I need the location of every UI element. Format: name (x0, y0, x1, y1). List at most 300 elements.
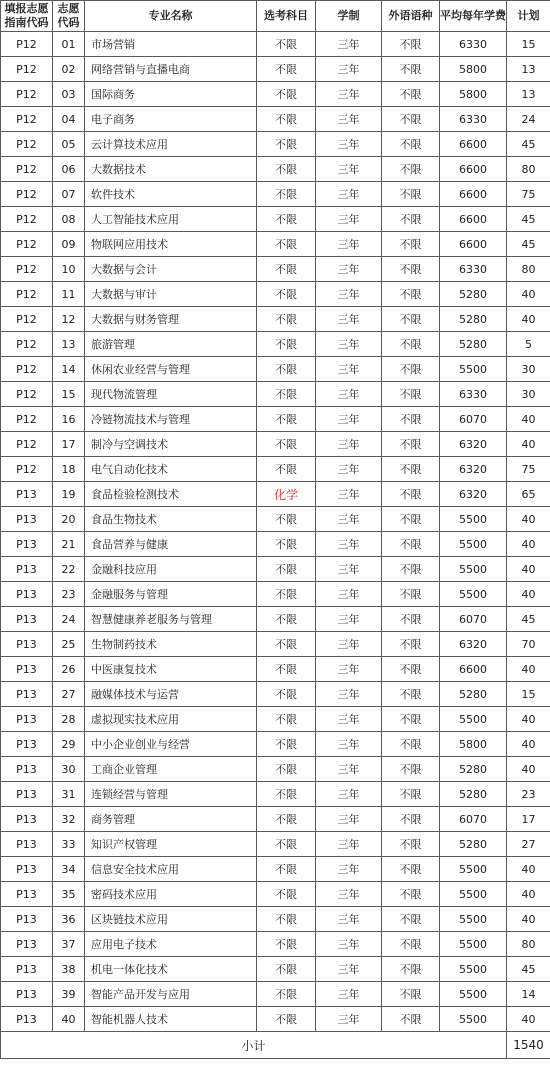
duration-cell: 三年 (316, 407, 382, 432)
language-cell: 不限 (382, 957, 440, 982)
guide-code-cell: P13 (1, 982, 53, 1007)
fee-cell: 5800 (440, 82, 507, 107)
major-name-cell: 市场营销 (85, 32, 257, 57)
duration-cell: 三年 (316, 732, 382, 757)
duration-cell: 三年 (316, 607, 382, 632)
subject-cell: 不限 (257, 257, 316, 282)
fee-cell: 5500 (440, 957, 507, 982)
plan-cell: 13 (507, 82, 550, 107)
duration-cell: 三年 (316, 932, 382, 957)
table-row (1, 857, 550, 882)
fee-cell: 6330 (440, 107, 507, 132)
subject-cell: 不限 (257, 382, 316, 407)
major-name-cell: 机电一体化技术 (85, 957, 257, 982)
plan-cell: 13 (507, 57, 550, 82)
language-cell: 不限 (382, 907, 440, 932)
subject-cell: 不限 (257, 407, 316, 432)
fee-cell: 5800 (440, 57, 507, 82)
plan-cell: 30 (507, 357, 550, 382)
header-plan: 计划 (507, 1, 550, 32)
major-name-cell: 融媒体技术与运营 (85, 682, 257, 707)
language-cell: 不限 (382, 507, 440, 532)
fee-cell: 6600 (440, 132, 507, 157)
guide-code-cell: P12 (1, 357, 53, 382)
subject-cell: 不限 (257, 907, 316, 932)
guide-code-cell: P12 (1, 232, 53, 257)
fee-cell: 5280 (440, 832, 507, 857)
major-name-cell: 国际商务 (85, 82, 257, 107)
choice-code-cell: 11 (53, 282, 85, 307)
major-name-cell: 大数据与财务管理 (85, 307, 257, 332)
fee-cell: 5500 (440, 907, 507, 932)
subject-cell: 不限 (257, 632, 316, 657)
duration-cell: 三年 (316, 882, 382, 907)
major-name-cell: 区块链技术应用 (85, 907, 257, 932)
table-row (1, 932, 550, 957)
major-name-cell: 现代物流管理 (85, 382, 257, 407)
table-row (1, 357, 550, 382)
language-cell: 不限 (382, 832, 440, 857)
duration-cell: 三年 (316, 632, 382, 657)
table-header (1, 1, 550, 32)
language-cell: 不限 (382, 632, 440, 657)
language-cell: 不限 (382, 57, 440, 82)
choice-code-cell: 12 (53, 307, 85, 332)
choice-code-cell: 15 (53, 382, 85, 407)
language-cell: 不限 (382, 307, 440, 332)
table-row (1, 232, 550, 257)
plan-cell: 23 (507, 782, 550, 807)
plan-cell: 40 (507, 432, 550, 457)
guide-code-cell: P13 (1, 957, 53, 982)
guide-code-cell: P13 (1, 632, 53, 657)
subject-cell: 不限 (257, 107, 316, 132)
choice-code-cell: 04 (53, 107, 85, 132)
plan-cell: 75 (507, 457, 550, 482)
guide-code-cell: P12 (1, 207, 53, 232)
guide-code-cell: P13 (1, 807, 53, 832)
fee-cell: 5280 (440, 682, 507, 707)
duration-cell: 三年 (316, 157, 382, 182)
duration-cell: 三年 (316, 1007, 382, 1032)
choice-code-cell: 17 (53, 432, 85, 457)
choice-code-cell: 29 (53, 732, 85, 757)
major-name-cell: 休闲农业经营与管理 (85, 357, 257, 382)
language-cell: 不限 (382, 432, 440, 457)
plan-cell: 15 (507, 682, 550, 707)
subject-cell: 不限 (257, 57, 316, 82)
choice-code-cell: 22 (53, 557, 85, 582)
plan-cell: 40 (507, 557, 550, 582)
fee-cell: 6070 (440, 607, 507, 632)
table-row (1, 332, 550, 357)
plan-cell: 5 (507, 332, 550, 357)
major-name-cell: 制冷与空调技术 (85, 432, 257, 457)
major-name-cell: 生物制药技术 (85, 632, 257, 657)
duration-cell: 三年 (316, 107, 382, 132)
subject-cell: 不限 (257, 282, 316, 307)
choice-code-cell: 10 (53, 257, 85, 282)
plan-cell: 24 (507, 107, 550, 132)
duration-cell: 三年 (316, 532, 382, 557)
language-cell: 不限 (382, 732, 440, 757)
guide-code-cell: P12 (1, 307, 53, 332)
duration-cell: 三年 (316, 182, 382, 207)
major-name-cell: 智能产品开发与应用 (85, 982, 257, 1007)
guide-code-cell: P13 (1, 782, 53, 807)
language-cell: 不限 (382, 882, 440, 907)
choice-code-cell: 36 (53, 907, 85, 932)
guide-code-cell: P13 (1, 1007, 53, 1032)
choice-code-cell: 06 (53, 157, 85, 182)
subject-cell: 不限 (257, 857, 316, 882)
language-cell: 不限 (382, 282, 440, 307)
guide-code-cell: P12 (1, 257, 53, 282)
table-row (1, 832, 550, 857)
choice-code-cell: 40 (53, 1007, 85, 1032)
plan-cell: 80 (507, 257, 550, 282)
subject-cell: 不限 (257, 1007, 316, 1032)
fee-cell: 5500 (440, 557, 507, 582)
subject-cell: 不限 (257, 657, 316, 682)
duration-cell: 三年 (316, 382, 382, 407)
choice-code-cell: 21 (53, 532, 85, 557)
major-name-cell: 冷链物流技术与管理 (85, 407, 257, 432)
plan-cell: 15 (507, 32, 550, 57)
header-choice-code: 志愿代码 (53, 1, 85, 32)
plan-cell: 40 (507, 507, 550, 532)
subject-cell: 化学 (257, 482, 316, 507)
guide-code-cell: P13 (1, 682, 53, 707)
language-cell: 不限 (382, 782, 440, 807)
duration-cell: 三年 (316, 782, 382, 807)
subject-cell: 不限 (257, 132, 316, 157)
language-cell: 不限 (382, 857, 440, 882)
choice-code-cell: 35 (53, 882, 85, 907)
major-name-cell: 应用电子技术 (85, 932, 257, 957)
subject-cell: 不限 (257, 782, 316, 807)
header-major: 专业名称 (85, 1, 257, 32)
choice-code-cell: 27 (53, 682, 85, 707)
table-row (1, 307, 550, 332)
table-row (1, 82, 550, 107)
plan-cell: 40 (507, 757, 550, 782)
plan-cell: 45 (507, 132, 550, 157)
fee-cell: 6600 (440, 232, 507, 257)
choice-code-cell: 26 (53, 657, 85, 682)
guide-code-cell: P13 (1, 507, 53, 532)
subject-cell: 不限 (257, 982, 316, 1007)
subtotal-value: 1540 (507, 1032, 550, 1059)
language-cell: 不限 (382, 457, 440, 482)
guide-code-cell: P12 (1, 182, 53, 207)
header-language: 外语语种 (382, 1, 440, 32)
guide-code-cell: P13 (1, 907, 53, 932)
subtotal-row (1, 1032, 550, 1059)
duration-cell: 三年 (316, 307, 382, 332)
plan-cell: 65 (507, 482, 550, 507)
plan-cell: 27 (507, 832, 550, 857)
subject-cell: 不限 (257, 207, 316, 232)
choice-code-cell: 08 (53, 207, 85, 232)
duration-cell: 三年 (316, 982, 382, 1007)
duration-cell: 三年 (316, 432, 382, 457)
table-row (1, 482, 550, 507)
plan-cell: 40 (507, 407, 550, 432)
language-cell: 不限 (382, 557, 440, 582)
duration-cell: 三年 (316, 907, 382, 932)
guide-code-cell: P13 (1, 932, 53, 957)
duration-cell: 三年 (316, 482, 382, 507)
table-row (1, 607, 550, 632)
choice-code-cell: 37 (53, 932, 85, 957)
major-name-cell: 大数据与会计 (85, 257, 257, 282)
major-name-cell: 云计算技术应用 (85, 132, 257, 157)
guide-code-cell: P13 (1, 482, 53, 507)
language-cell: 不限 (382, 607, 440, 632)
subject-cell: 不限 (257, 232, 316, 257)
header-fee: 平均每年学费 (440, 1, 507, 32)
fee-cell: 5500 (440, 582, 507, 607)
table-row (1, 907, 550, 932)
header-duration: 学制 (316, 1, 382, 32)
plan-cell: 40 (507, 307, 550, 332)
table-row (1, 582, 550, 607)
header-subject: 选考科目 (257, 1, 316, 32)
language-cell: 不限 (382, 357, 440, 382)
fee-cell: 6330 (440, 257, 507, 282)
fee-cell: 6070 (440, 407, 507, 432)
guide-code-cell: P13 (1, 607, 53, 632)
fee-cell: 6320 (440, 632, 507, 657)
choice-code-cell: 38 (53, 957, 85, 982)
fee-cell: 6320 (440, 482, 507, 507)
table-row (1, 657, 550, 682)
language-cell: 不限 (382, 1007, 440, 1032)
choice-code-cell: 28 (53, 707, 85, 732)
choice-code-cell: 14 (53, 357, 85, 382)
duration-cell: 三年 (316, 657, 382, 682)
major-name-cell: 大数据与审计 (85, 282, 257, 307)
fee-cell: 5500 (440, 507, 507, 532)
table-row (1, 632, 550, 657)
major-name-cell: 旅游管理 (85, 332, 257, 357)
subject-cell: 不限 (257, 182, 316, 207)
duration-cell: 三年 (316, 682, 382, 707)
duration-cell: 三年 (316, 807, 382, 832)
fee-cell: 5500 (440, 882, 507, 907)
major-name-cell: 工商企业管理 (85, 757, 257, 782)
table-row (1, 982, 550, 1007)
subject-cell: 不限 (257, 82, 316, 107)
major-name-cell: 中小企业创业与经营 (85, 732, 257, 757)
choice-code-cell: 01 (53, 32, 85, 57)
subject-cell: 不限 (257, 507, 316, 532)
duration-cell: 三年 (316, 557, 382, 582)
table-row (1, 882, 550, 907)
table-row (1, 207, 550, 232)
major-name-cell: 电子商务 (85, 107, 257, 132)
choice-code-cell: 07 (53, 182, 85, 207)
language-cell: 不限 (382, 932, 440, 957)
choice-code-cell: 13 (53, 332, 85, 357)
subject-cell: 不限 (257, 882, 316, 907)
fee-cell: 5280 (440, 757, 507, 782)
header-row (1, 1, 550, 32)
table-footer (1, 1032, 550, 1059)
major-name-cell: 人工智能技术应用 (85, 207, 257, 232)
subject-cell: 不限 (257, 157, 316, 182)
guide-code-cell: P13 (1, 732, 53, 757)
choice-code-cell: 05 (53, 132, 85, 157)
table-row (1, 32, 550, 57)
plan-cell: 40 (507, 907, 550, 932)
subject-cell: 不限 (257, 432, 316, 457)
major-name-cell: 商务管理 (85, 807, 257, 832)
guide-code-cell: P12 (1, 457, 53, 482)
language-cell: 不限 (382, 182, 440, 207)
duration-cell: 三年 (316, 232, 382, 257)
fee-cell: 6600 (440, 182, 507, 207)
major-name-cell: 知识产权管理 (85, 832, 257, 857)
table-row (1, 407, 550, 432)
major-name-cell: 信息安全技术应用 (85, 857, 257, 882)
guide-code-cell: P13 (1, 857, 53, 882)
table-row (1, 957, 550, 982)
language-cell: 不限 (382, 157, 440, 182)
fee-cell: 6600 (440, 157, 507, 182)
choice-code-cell: 33 (53, 832, 85, 857)
language-cell: 不限 (382, 682, 440, 707)
major-name-cell: 密码技术应用 (85, 882, 257, 907)
fee-cell: 6330 (440, 32, 507, 57)
fee-cell: 6330 (440, 382, 507, 407)
guide-code-cell: P12 (1, 407, 53, 432)
table-row (1, 782, 550, 807)
guide-code-cell: P12 (1, 157, 53, 182)
guide-code-cell: P12 (1, 332, 53, 357)
choice-code-cell: 39 (53, 982, 85, 1007)
language-cell: 不限 (382, 807, 440, 832)
subject-cell: 不限 (257, 682, 316, 707)
guide-code-cell: P13 (1, 582, 53, 607)
plan-cell: 40 (507, 657, 550, 682)
plan-cell: 40 (507, 1007, 550, 1032)
language-cell: 不限 (382, 657, 440, 682)
guide-code-cell: P12 (1, 107, 53, 132)
duration-cell: 三年 (316, 707, 382, 732)
fee-cell: 5280 (440, 282, 507, 307)
major-name-cell: 大数据技术 (85, 157, 257, 182)
fee-cell: 5500 (440, 932, 507, 957)
subject-cell: 不限 (257, 707, 316, 732)
guide-code-cell: P13 (1, 707, 53, 732)
subject-cell: 不限 (257, 957, 316, 982)
guide-code-cell: P12 (1, 57, 53, 82)
guide-code-cell: P12 (1, 282, 53, 307)
subtotal-label: 小计 (1, 1032, 507, 1059)
subject-cell: 不限 (257, 532, 316, 557)
language-cell: 不限 (382, 32, 440, 57)
plan-cell: 45 (507, 607, 550, 632)
duration-cell: 三年 (316, 857, 382, 882)
major-name-cell: 虚拟现实技术应用 (85, 707, 257, 732)
duration-cell: 三年 (316, 507, 382, 532)
duration-cell: 三年 (316, 757, 382, 782)
fee-cell: 5800 (440, 732, 507, 757)
plan-cell: 45 (507, 957, 550, 982)
fee-cell: 5280 (440, 782, 507, 807)
language-cell: 不限 (382, 532, 440, 557)
subject-cell: 不限 (257, 32, 316, 57)
table-row (1, 682, 550, 707)
guide-code-cell: P12 (1, 382, 53, 407)
duration-cell: 三年 (316, 132, 382, 157)
language-cell: 不限 (382, 107, 440, 132)
major-name-cell: 电气自动化技术 (85, 457, 257, 482)
plan-cell: 40 (507, 532, 550, 557)
table-row (1, 1007, 550, 1032)
plan-cell: 40 (507, 707, 550, 732)
plan-cell: 17 (507, 807, 550, 832)
duration-cell: 三年 (316, 82, 382, 107)
subject-cell: 不限 (257, 307, 316, 332)
choice-code-cell: 18 (53, 457, 85, 482)
major-name-cell: 软件技术 (85, 182, 257, 207)
language-cell: 不限 (382, 232, 440, 257)
table-row (1, 532, 550, 557)
plan-cell: 45 (507, 232, 550, 257)
subject-cell: 不限 (257, 557, 316, 582)
duration-cell: 三年 (316, 357, 382, 382)
choice-code-cell: 19 (53, 482, 85, 507)
choice-code-cell: 32 (53, 807, 85, 832)
plan-cell: 70 (507, 632, 550, 657)
plan-cell: 14 (507, 982, 550, 1007)
duration-cell: 三年 (316, 57, 382, 82)
major-name-cell: 金融服务与管理 (85, 582, 257, 607)
plan-cell: 80 (507, 157, 550, 182)
subject-cell: 不限 (257, 582, 316, 607)
guide-code-cell: P13 (1, 882, 53, 907)
guide-code-cell: P12 (1, 82, 53, 107)
major-name-cell: 网络营销与直播电商 (85, 57, 257, 82)
fee-cell: 6320 (440, 432, 507, 457)
subject-cell: 不限 (257, 757, 316, 782)
duration-cell: 三年 (316, 32, 382, 57)
guide-code-cell: P13 (1, 557, 53, 582)
plan-cell: 40 (507, 582, 550, 607)
language-cell: 不限 (382, 982, 440, 1007)
header-guide-code: 填报志愿指南代码 (1, 1, 53, 32)
choice-code-cell: 20 (53, 507, 85, 532)
duration-cell: 三年 (316, 457, 382, 482)
major-name-cell: 智慧健康养老服务与管理 (85, 607, 257, 632)
duration-cell: 三年 (316, 282, 382, 307)
fee-cell: 6600 (440, 657, 507, 682)
fee-cell: 5500 (440, 532, 507, 557)
fee-cell: 5500 (440, 357, 507, 382)
table-row (1, 132, 550, 157)
language-cell: 不限 (382, 82, 440, 107)
duration-cell: 三年 (316, 832, 382, 857)
guide-code-cell: P12 (1, 132, 53, 157)
table-row (1, 382, 550, 407)
plan-cell: 40 (507, 882, 550, 907)
fee-cell: 5280 (440, 332, 507, 357)
guide-code-cell: P13 (1, 757, 53, 782)
major-name-cell: 食品营养与健康 (85, 532, 257, 557)
